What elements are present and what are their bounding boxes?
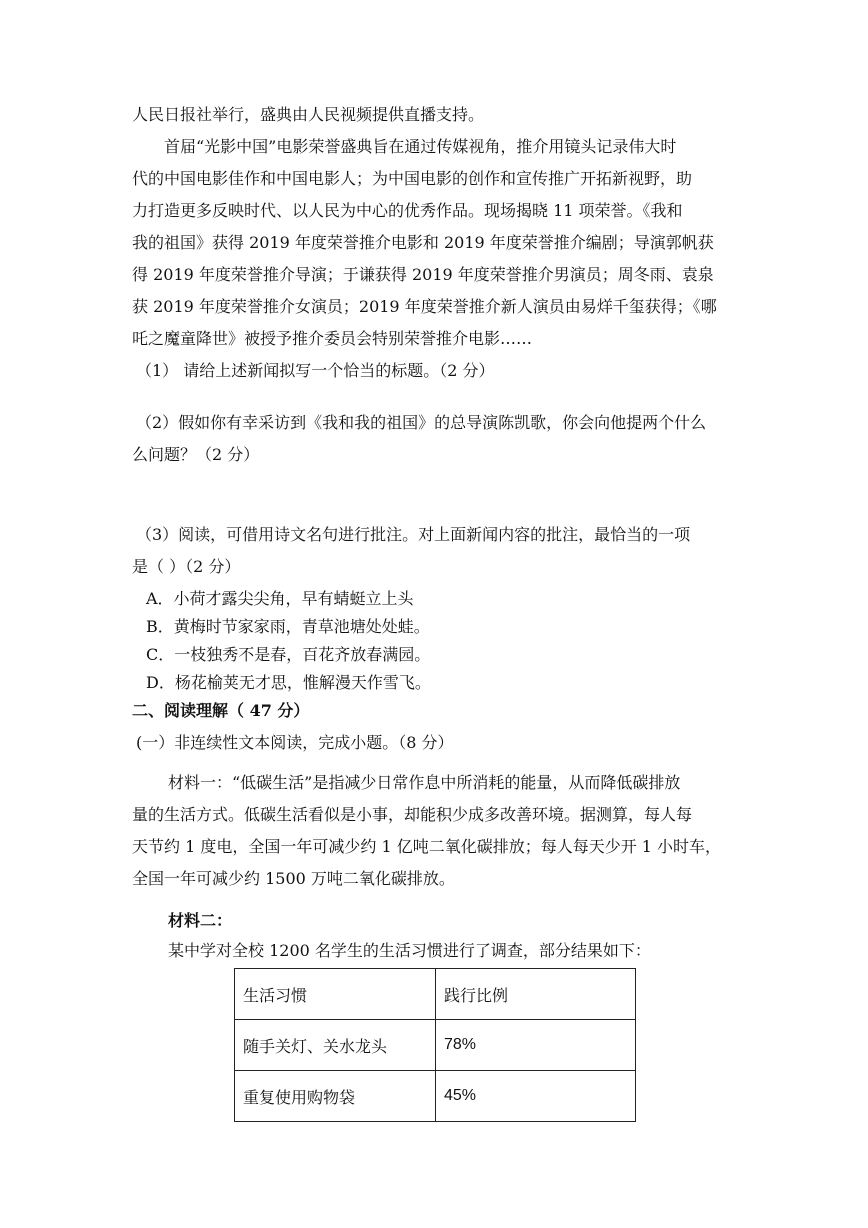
section-subheading: (一）非连续性文本阅读，完成小题。（8 分） [136,733,454,752]
material-1-line: 全国一年可减少约 1500 万吨二氧化碳排放。 [132,869,455,888]
question-1: （1） 请给上述新闻拟写一个恰当的标题。（2 分） [136,361,495,380]
table-row [235,1020,636,1071]
table-cell: 随手关灯、关水龙头 [235,1020,436,1071]
option-d: D．杨花榆荚无才思，惟解漫天作雪飞。 [146,673,431,692]
option-b: B．黄梅时节家家雨，青草池塘处处蛙。 [146,617,430,636]
table-header-cell: 生活习惯 [235,969,436,1020]
material-2-label: 材料二： [168,911,233,930]
table-cell: 重复使用购物袋 [235,1071,436,1122]
table-cell: 78% [436,1020,636,1071]
table-row [235,1071,636,1122]
question-2-cont: 么问题？（2 分） [132,445,260,464]
news-line-1: 人民日报社举行，盛典由人民视频提供直播支持。 [132,105,485,124]
news-para-line: 力打造更多反映时代、以人民为中心的优秀作品。现场揭晓 11 项荣誉。《我和 [132,201,683,220]
material-2-intro: 某中学对全校 1200 名学生的生活习惯进行了调查，部分结果如下： [168,941,651,960]
section-heading: 二、阅读理解（ 47 分） [132,701,310,720]
table-cell: 45% [436,1071,636,1122]
question-3-cont: 是（ ）（2 分） [132,557,241,576]
news-para-line: 首届“光影中国”电影荣誉盛典旨在通过传媒视角，推介用镜头记录伟大时 [164,137,677,156]
option-c: C．一枝独秀不是春，百花齐放春满园。 [146,645,431,664]
news-para-line: 我的祖国》获得 2019 年度荣誉推介电影和 2019 年度荣誉推介编剧；导演郭帆获 [132,233,714,252]
survey-table [234,968,636,1122]
option-a: A．小荷才露尖尖角，早有蜻蜓立上头 [146,589,414,608]
material-1-line: 量的生活方式。低碳生活看似是小事，却能积少成多改善环境。据测算，每人每 [132,805,693,824]
material-1-line: 天节约 1 度电，全国一年可减少约 1 亿吨二氧化碳排放；每人每天少开 1 小时车， [132,837,722,856]
material-1-line: 材料一：“低碳生活”是指减少日常作息中所消耗的能量，从而降低碳排放 [168,773,681,792]
table-header-row [235,969,636,1020]
news-para-line: 吒之魔童降世》被授予推介委员会特别荣誉推介电影…… [132,329,533,348]
question-2: （2）假如你有幸采访到《我和我的祖国》的总导演陈凯歌，你会向他提两个什么 [136,413,707,432]
question-3: （3）阅读，可借用诗文名句进行批注。对上面新闻内容的批注，最恰当的一项 [136,525,691,544]
news-para-line: 得 2019 年度荣誉推介导演；于谦获得 2019 年度荣誉推介男演员；周冬雨、袁泉 [132,265,714,284]
table-header-cell: 践行比例 [436,969,636,1020]
news-para-line: 代的中国电影佳作和中国电影人；为中国电影的创作和宣传推广开拓新视野，助 [132,169,693,188]
news-para-line: 获 2019 年度荣誉推介女演员；2019 年度荣誉推介新人演员由易烊千玺获得；《哪 [132,297,717,316]
